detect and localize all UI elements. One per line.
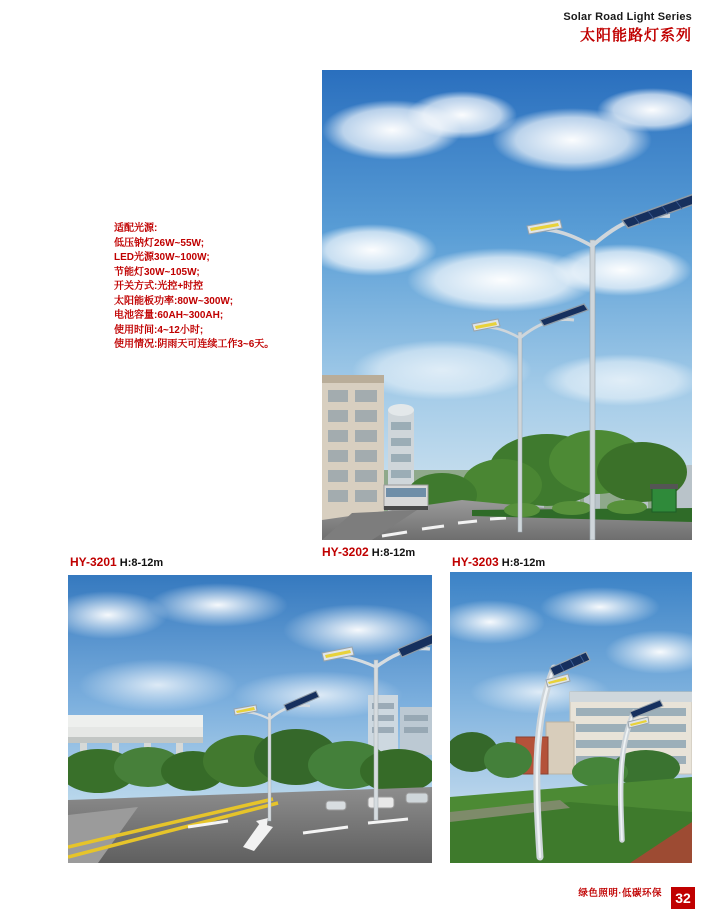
product-code-hy-3202: HY-3202: [322, 545, 369, 559]
specification-block: [114, 222, 314, 353]
caption-hy-3201: [70, 555, 163, 569]
header-title-cn: 太阳能路灯系列: [579, 27, 692, 44]
spec-item-battery-capacity: [114, 309, 314, 324]
caption-hy-3202: [322, 545, 415, 559]
product-photo-hy-3201: [68, 575, 432, 863]
page-number: 32: [671, 887, 695, 909]
spec-key-usage-condition: 使用情况:: [114, 339, 158, 350]
product-size-hy-3201: H:8-12m: [119, 557, 164, 569]
spec-item-usage-condition: [114, 338, 314, 353]
spec-key-switch-mode: 开关方式:: [114, 281, 158, 292]
spec-line-2: LED光源30W~100W;: [114, 252, 210, 263]
page-header: [563, 10, 692, 46]
product-size-hy-3203: H:8-12m: [501, 557, 546, 569]
spec-value-battery-capacity: 60AH~300AH;: [157, 310, 224, 321]
spec-value-usage-condition: 阴雨天可连续工作3~6天。: [157, 339, 275, 350]
header-title-en: Solar Road Light Series: [563, 11, 692, 23]
spec-item-panel-power: [114, 295, 314, 310]
product-size-hy-3202: H:8-12m: [371, 547, 416, 559]
spec-value-switch-mode: 光控+时控: [157, 281, 204, 292]
spec-item-working-time: [114, 324, 314, 339]
spec-value-panel-power: 80W~300W;: [177, 295, 234, 307]
spec-line-3: 节能灯30W~105W;: [114, 266, 200, 278]
spec-value-working-time: 4~12小时;: [157, 324, 204, 336]
spec-title: 适配光源:: [114, 223, 158, 234]
footer-slogan: 绿色照明·低碳环保: [578, 888, 662, 899]
spec-key-battery-capacity: 电池容量:: [114, 310, 158, 321]
product-code-hy-3201: HY-3201: [70, 555, 117, 569]
product-photo-hy-3202: [322, 70, 692, 540]
caption-hy-3203: [452, 555, 545, 569]
spec-item-switch-mode: [114, 280, 314, 295]
spec-key-panel-power: 太阳能板功率:: [114, 295, 178, 307]
spec-line-1: 低压钠灯26W~55W;: [114, 237, 205, 249]
product-code-hy-3203: HY-3203: [452, 555, 499, 569]
spec-key-working-time: 使用时间:: [114, 324, 158, 336]
product-photo-hy-3203: [450, 572, 692, 863]
